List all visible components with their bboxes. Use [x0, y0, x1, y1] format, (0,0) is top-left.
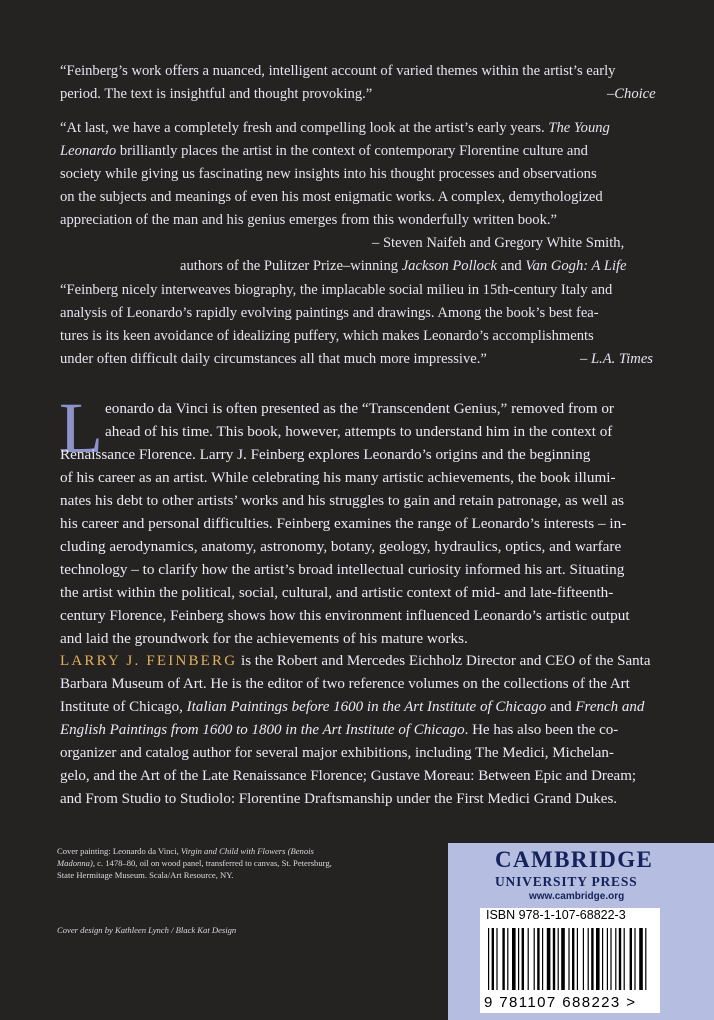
bio-line: organizer and catalog author for several major exhibitions, including The Medici, Michelan-: [60, 745, 614, 761]
barcode-icon: [486, 928, 654, 994]
quote-line: under often difficult daily circumstances all that much more impressive.”: [60, 351, 487, 367]
quote-text-segment: “At last, we have a completely fresh and compelling look at the artist’s early years.: [60, 120, 549, 136]
quote-line: analysis of Leonardo’s rapidly evolving paintings and drawings. Among the book’s best fea-: [60, 305, 599, 321]
bio-line: [60, 653, 650, 670]
credit-painting-title: Madonna): [57, 858, 93, 868]
bio-book-title: French and: [575, 699, 645, 715]
source-text: and: [496, 258, 526, 274]
quote-line: “Feinberg nicely interweaves biography, the implacable social milieu in 15th-century Italy and: [60, 282, 613, 298]
bio-line: [60, 699, 644, 716]
bio-book-title: English Paintings from 1600 to 1800 in the Art Institute of Chicago: [60, 722, 465, 738]
quote-source: [180, 255, 627, 279]
design-credit: Cover design by Kathleen Lynch / Black Kat Design: [57, 925, 237, 935]
quote-line: society while giving us fascinating new insights into his thought processes and observations: [60, 166, 597, 182]
credit-text: Cover painting: Leonardo da Vinci,: [57, 846, 181, 856]
bio-book-title: Italian Paintings before 1600 in the Art Institute of Chicago: [186, 699, 547, 715]
credit-painting-title: Virgin and Child with Flowers (Benois: [180, 846, 314, 856]
credit-text: , c. 1478–80, oil on wood panel, transferred to canvas, St. Petersburg,: [92, 858, 332, 868]
description-line: of his career as an artist. While celebrating his many artistic achievements, the book illumi-: [60, 469, 616, 486]
credit-line: [57, 858, 332, 868]
bio-line: and From Studio to Studiolo: Florentine Draftsmanship under the First Medici Grand Dukes.: [60, 791, 618, 807]
bio-text: and: [546, 699, 576, 715]
quote-line: on the subjects and meanings of even his most enigmatic works. A complex, demythologized: [60, 189, 603, 205]
description-line: ahead of his time. This book, however, attempts to understand him in the context of: [105, 423, 613, 440]
bio-text: Institute of Chicago,: [60, 699, 187, 715]
quote-line: [60, 140, 588, 164]
source-book-title: Van Gogh: A Life: [525, 258, 627, 274]
description-line: cluding aerodynamics, anatomy, astronomy, botany, geology, hydraulics, optics, and warfare: [60, 538, 622, 555]
quote-line: “Feinberg’s work offers a nuanced, intelligent account of varied themes within the artist’s early: [60, 63, 616, 79]
source-text: authors of the Pulitzer Prize–winning: [180, 258, 402, 274]
credit-line: [57, 846, 314, 856]
bio-line: gelo, and the Art of the Late Renaissance Florence; Gustave Moreau: Between Epic and Dream;: [60, 768, 637, 784]
author-name: LARRY J. FEINBERG: [60, 653, 238, 669]
publisher-subtitle: UNIVERSITY PRESS: [495, 874, 638, 889]
description-line: the artist within the political, social, cultural, and artistic context of mid- and late-fifteenth-: [60, 584, 614, 601]
bio-text: . He has also been the co-: [464, 722, 619, 738]
isbn-label: ISBN 978-1-107-68822-3: [486, 908, 626, 922]
description-line: century Florence, Feinberg shows how this environment influenced Leonardo’s artistic output: [60, 607, 630, 624]
publisher-url: www.cambridge.org: [529, 891, 625, 902]
credit-line: State Hermitage Museum. Scala/Art Resource, NY.: [57, 870, 234, 880]
bio-line: [60, 722, 618, 739]
publisher-name: CAMBRIDGE: [495, 847, 654, 872]
description-line: and laid the groundwork for the achievements of his mature works.: [60, 630, 468, 647]
quoted-title: Leonardo: [60, 143, 117, 159]
description-line: Renaissance Florence. Larry J. Feinberg explores Leonardo’s origins and the beginning: [60, 446, 591, 463]
description-line: nates his debt to other artists’ works and his struggles to gain and retain patronage, as well as: [60, 492, 625, 509]
bio-text: is the Robert and Mercedes Eichholz Director and CEO of the Santa: [237, 653, 651, 669]
quote-text-segment: brilliantly places the artist in the context of contemporary Florentine culture and: [119, 143, 588, 159]
publisher-panel: [448, 843, 714, 1020]
quote-source: – L.A. Times: [580, 351, 653, 367]
description-line: his career and personal difficulties. Feinberg examines the range of Leonardo’s interests – in-: [60, 515, 627, 532]
description-line: technology – to clarify how the artist’s broad intellectual curiosity informed his art. Situating: [60, 561, 625, 578]
barcode-panel: [480, 908, 660, 1013]
quote-line: tures is its keen avoidance of idealizing puffery, which makes Leonardo’s accomplishments: [60, 328, 594, 344]
quoted-title: The Young: [548, 120, 610, 136]
quote-source: – Steven Naifeh and Gregory White Smith,: [372, 235, 625, 251]
quote-line: appreciation of the man and his genius emerges from this wonderfully written book.”: [60, 212, 558, 228]
barcode-number: 9 781107 688223 >: [484, 994, 637, 1011]
quote-line: period. The text is insightful and thought provoking.”: [60, 86, 373, 102]
source-book-title: Jackson Pollock: [401, 258, 497, 274]
bio-line: Barbara Museum of Art. He is the editor of two reference volumes on the collections of the Art: [60, 676, 630, 692]
quote-line: [60, 117, 610, 141]
quote-source: –Choice: [607, 86, 656, 102]
description-line: eonardo da Vinci is often presented as the “Transcendent Genius,” removed from or: [105, 400, 614, 417]
drop-cap: L: [59, 388, 103, 468]
